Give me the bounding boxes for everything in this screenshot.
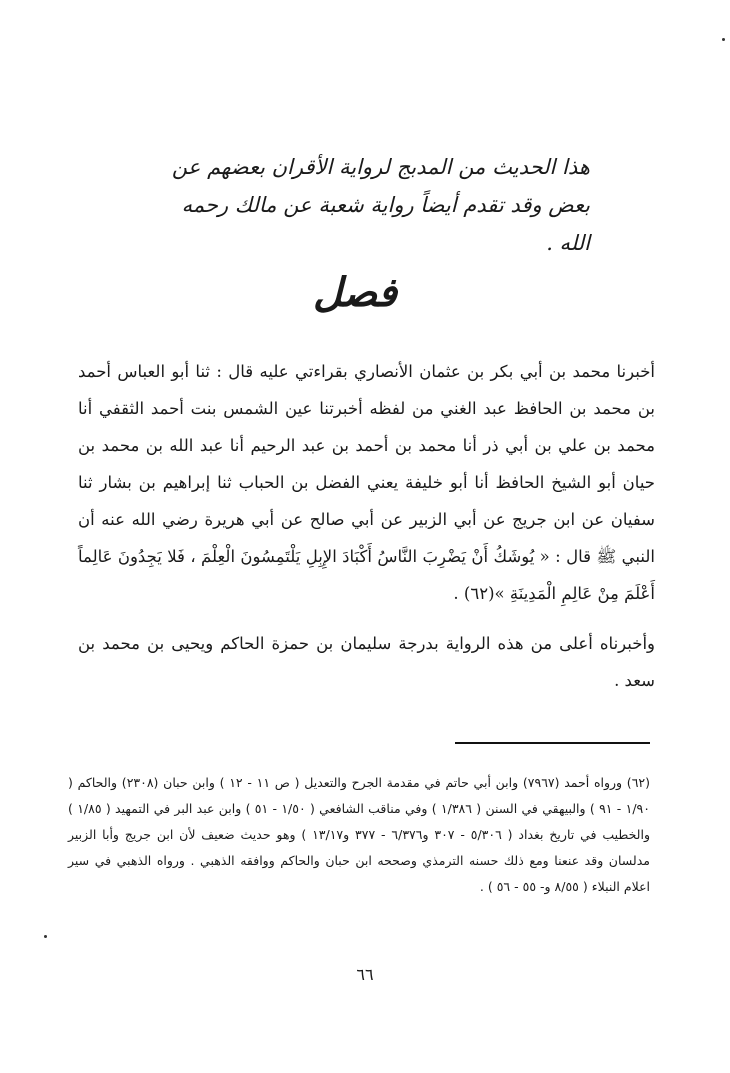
footnote-text: (٦٢) ورواه أحمد (٧٩٦٧) وابن أبي حاتم في مقدمة الجرح والتعديل ( ص ١١ - ١٢ ) وابن حبان (٢٣٠٨) والحاكم ( ١/٩٠ - ٩١ ) والبيهقي في السنن ( ١/٣٨٦ ) وفي مناقب الشافعي ( ١/٥٠ - ٥١ ) وابن عبد البر في التمهيد ( ١/٨٥ ) والخطيب في تاريخ بغداد ( ٥/٣٠٦ - ٣٠٧ و٦/٣٧٦ - ٣٧٧ و١٣/١٧ ) وهو حديث ضعيف لأن ابن جريج وأبا الزبير مدلسان وقد عنعنا ومع ذلك حسنه الترمذي وصححه ابن حبان والحاكم ووافقه الذهبي . ورواه الذهبي في سير اعلام النبلاء ( ٨/٥٥ و- ٥٥ - ٥٦ ) . xyxy=(68,775,651,894)
scan-speck xyxy=(722,38,725,41)
main-paragraph: وأخبرناه أعلى من هذه الرواية بدرجة سليمان بن حمزة الحاكم ويحيى بن محمد بن سعد . xyxy=(78,634,655,690)
page-number: ٦٦ xyxy=(356,965,374,984)
footnote xyxy=(68,770,650,900)
handwritten-heading-note: هذا الحديث من المدبج لرواية الأقران بعضهم عن بعض وقد تقدم أيضاً رواية شعبة عن مالك رحمه الله . xyxy=(171,155,590,255)
footnote-divider xyxy=(455,742,650,744)
scan-speck xyxy=(44,935,47,938)
main-paragraph: أخبرنا محمد بن أبي بكر بن عثمان الأنصاري بقراءتي عليه قال : ثنا أبو العباس أحمد بن محمد بن الحافظ عبد الغني من لفظه أخبرتنا عين الشمس بنت أحمد الثقفي أنا محمد بن علي بن أبي ذر أنا محمد بن أحمد بن عبد الرحيم أنا عبد الله بن محمد بن حيان أبو الشيخ الحافظ أنا أبو خليفة يعني الفضل بن الحباب ثنا إبراهيم بن بشار ثنا سفيان عن ابن جريج عن أبي الزبير عن أبي صالح عن أبي هريرة رضي الله عنه أن النبي ﷺ قال : « يُوشَكُ أَنْ يَضْرِبَ النَّاسُ أَكْبَادَ الإِبِلِ يَلْتَمِسُونَ الْعِلْمَ ، فَلا يَجِدُونَ عَالِماً أَعْلَمَ مِنْ عَالِمِ الْمَدِينَةِ »(٦٢) . xyxy=(78,362,655,603)
section-title: فصل xyxy=(312,269,398,316)
main-text xyxy=(78,353,655,699)
